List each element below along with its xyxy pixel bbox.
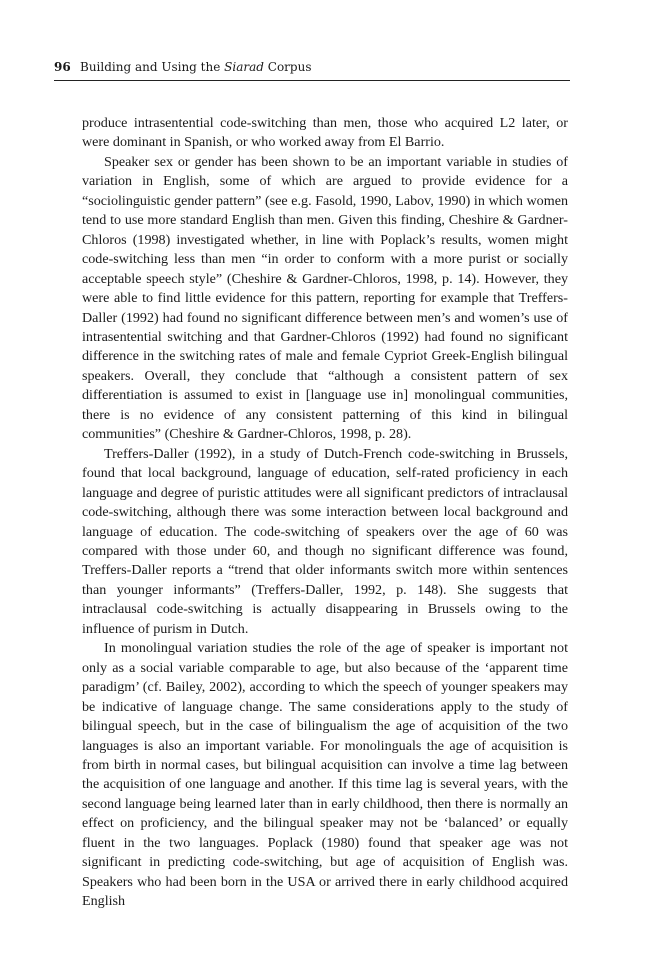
running-header — [54, 58, 570, 81]
running-title — [80, 60, 311, 74]
paragraph-age: In monolingual variation studies the role of the age of speaker is important not only as a social variable comparable to age, but also because of the ‘apparent time paradigm’ (cf. Bailey, 2002), according to which the speech of younger speakers may be indicative of language change. The same considerations apply to the study of bilingual speech, but in the case of bilingualism the age of acquisition of the two languages is also an important variable. For monolinguals the age of acquisition is from birth in normal cases, but bilingual acquisition can involve a time lag between the acquisition of one language and another. If this time lag is several years, with the second language being learned later than in early childhood, then there is normally an effect on proficiency, and the bilingual speaker may not be ‘balanced’ or equally fluent in the two languages. Poplack (1980) found that speaker age was not significant in predicting code-switching, but age of acquisition of English was. Speakers who had been born in the USA or arrived there in early childhood acquired English — [82, 640, 568, 910]
body-text — [82, 114, 568, 912]
paragraph-gender: Speaker sex or gender has been shown to be an important variable in studies of variation in English, some of which are argued to provide evidence for a “sociolinguistic gender pattern” (see e.g. Fasold, 1990, Labov, 1990) in which women tend to use more standard English than men. Given this finding, Cheshire & Gardner-Chloros (1998) investigated whether, in line with Poplack’s results, women might code-switching less than men “in order to conform with a more purist or socially acceptable speech style” (Cheshire & Gardner-Chloros, 1998, p. 14). However, they were able to find little evidence for this pattern, reporting for example that Treffers-Daller (1992) had found no significant difference between men’s and women’s use of intrasentential switching and that Gardner-Chloros (1992) had found no significant difference in the switching rates of male and female Cypriot Greek-English bilingual speakers. Overall, they conclude that “although a consistent pattern of sex differentiation is assumed to exist in [language use in] monolingual communities, there is no evidence of any consistent patterning of this kind in bilingual communities” (Cheshire & Gardner-Chloros, 1998, p. 28). — [82, 153, 568, 443]
paragraph-continuation: produce intrasentential code-switching than men, those who acquired L2 later, or were dominant in Spanish, or who worked away from El Barrio. — [82, 115, 568, 151]
running-title-part: Building and Using the — [80, 60, 225, 74]
page-number: 96 — [54, 60, 71, 74]
running-title-italic: Siarad — [224, 60, 264, 74]
paragraph-treffers-daller: Treffers-Daller (1992), in a study of Dutch-French code-switching in Brussels, found that local background, language of education, self-rated proficiency in each language and degree of puristic attitudes were all significant predictors of intraclausal code-switching, although there was some interaction between local background and language of education. The code-switching of speakers over the age of 60 was compared with those under 60, and though no significant difference was found, Treffers-Daller reports a “trend that older informants switch more within sentences than younger informants” (Treffers-Daller, 1992, p. 148). She suggests that intraclausal code-switching is actually disappearing in Brussels owing to the influence of purism in Dutch. — [82, 445, 568, 637]
running-title-part: Corpus — [263, 60, 312, 74]
